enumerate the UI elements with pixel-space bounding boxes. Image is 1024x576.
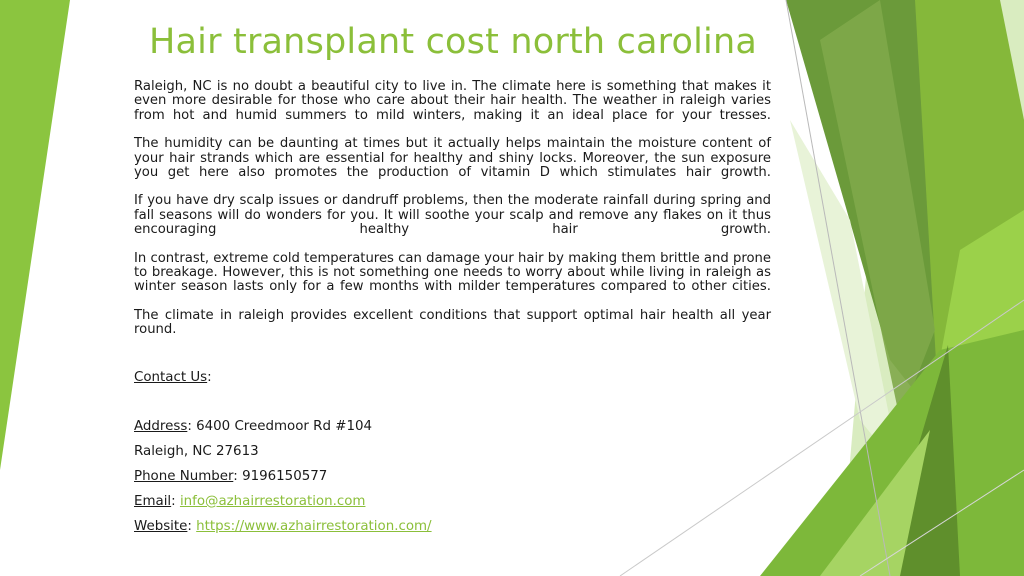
website-label: Website	[134, 518, 188, 534]
website-link[interactable]: https://www.azhairrestoration.com/	[196, 518, 432, 534]
left-green-shard	[0, 0, 70, 470]
city-line: Raleigh, NC 27613	[134, 443, 259, 459]
phone-label: Phone Number	[134, 468, 234, 484]
paragraph-3: If you have dry scalp issues or dandruff problems, then the moderate rainfall during spring and fall seasons will do wonders for you. It will soothe your scalp and remove any flakes on it thus encouraging healthy hair growth.	[134, 193, 771, 238]
phone-line: Phone Number: 9196150577	[134, 468, 328, 484]
contact-heading: Contact Us:	[134, 369, 212, 385]
contact-section	[134, 370, 771, 544]
paragraph-5: The climate in raleigh provides excellent conditions that support optimal hair health all year round.	[134, 307, 771, 338]
address-label: Address	[134, 418, 188, 434]
page-title: Hair transplant cost north carolina	[149, 22, 757, 62]
email-link[interactable]: info@azhairrestoration.com	[179, 493, 366, 509]
paragraph-2: The humidity can be daunting at times but it actually helps maintain the moisture content of your hair strands which are essential for healthy and shiny locks. Moreover, the sun exposure you get here also promotes the production of vitamin D which stimulates hair growth.	[134, 136, 771, 181]
main-content	[134, 80, 771, 544]
paragraph-1: Raleigh, NC is no doubt a beautiful city to live in. The climate here is something that makes it even more desirable for those who care about their hair health. The weather in raleigh varies from hot and humid summers to mild winters, making it an ideal place for your tresses.	[134, 79, 771, 123]
email-line: Email: info@azhairrestoration.com	[134, 493, 366, 509]
address-line: Address: 6400 Creedmoor Rd #104	[134, 418, 373, 434]
contact-heading-label: Contact Us	[134, 369, 208, 385]
phone-value: 9196150577	[242, 468, 328, 484]
email-label: Email	[134, 493, 172, 509]
paragraph-4: In contrast, extreme cold temperatures can damage your hair by making them brittle and prone to breakage. However, this is not something one needs to worry about while living in raleigh as winter season lasts only for a few months with milder temperatures compared to other cities.	[134, 250, 771, 295]
address-value: 6400 Creedmoor Rd #104	[196, 418, 373, 434]
website-line: Website: https://www.azhairrestoration.com/	[134, 518, 432, 534]
